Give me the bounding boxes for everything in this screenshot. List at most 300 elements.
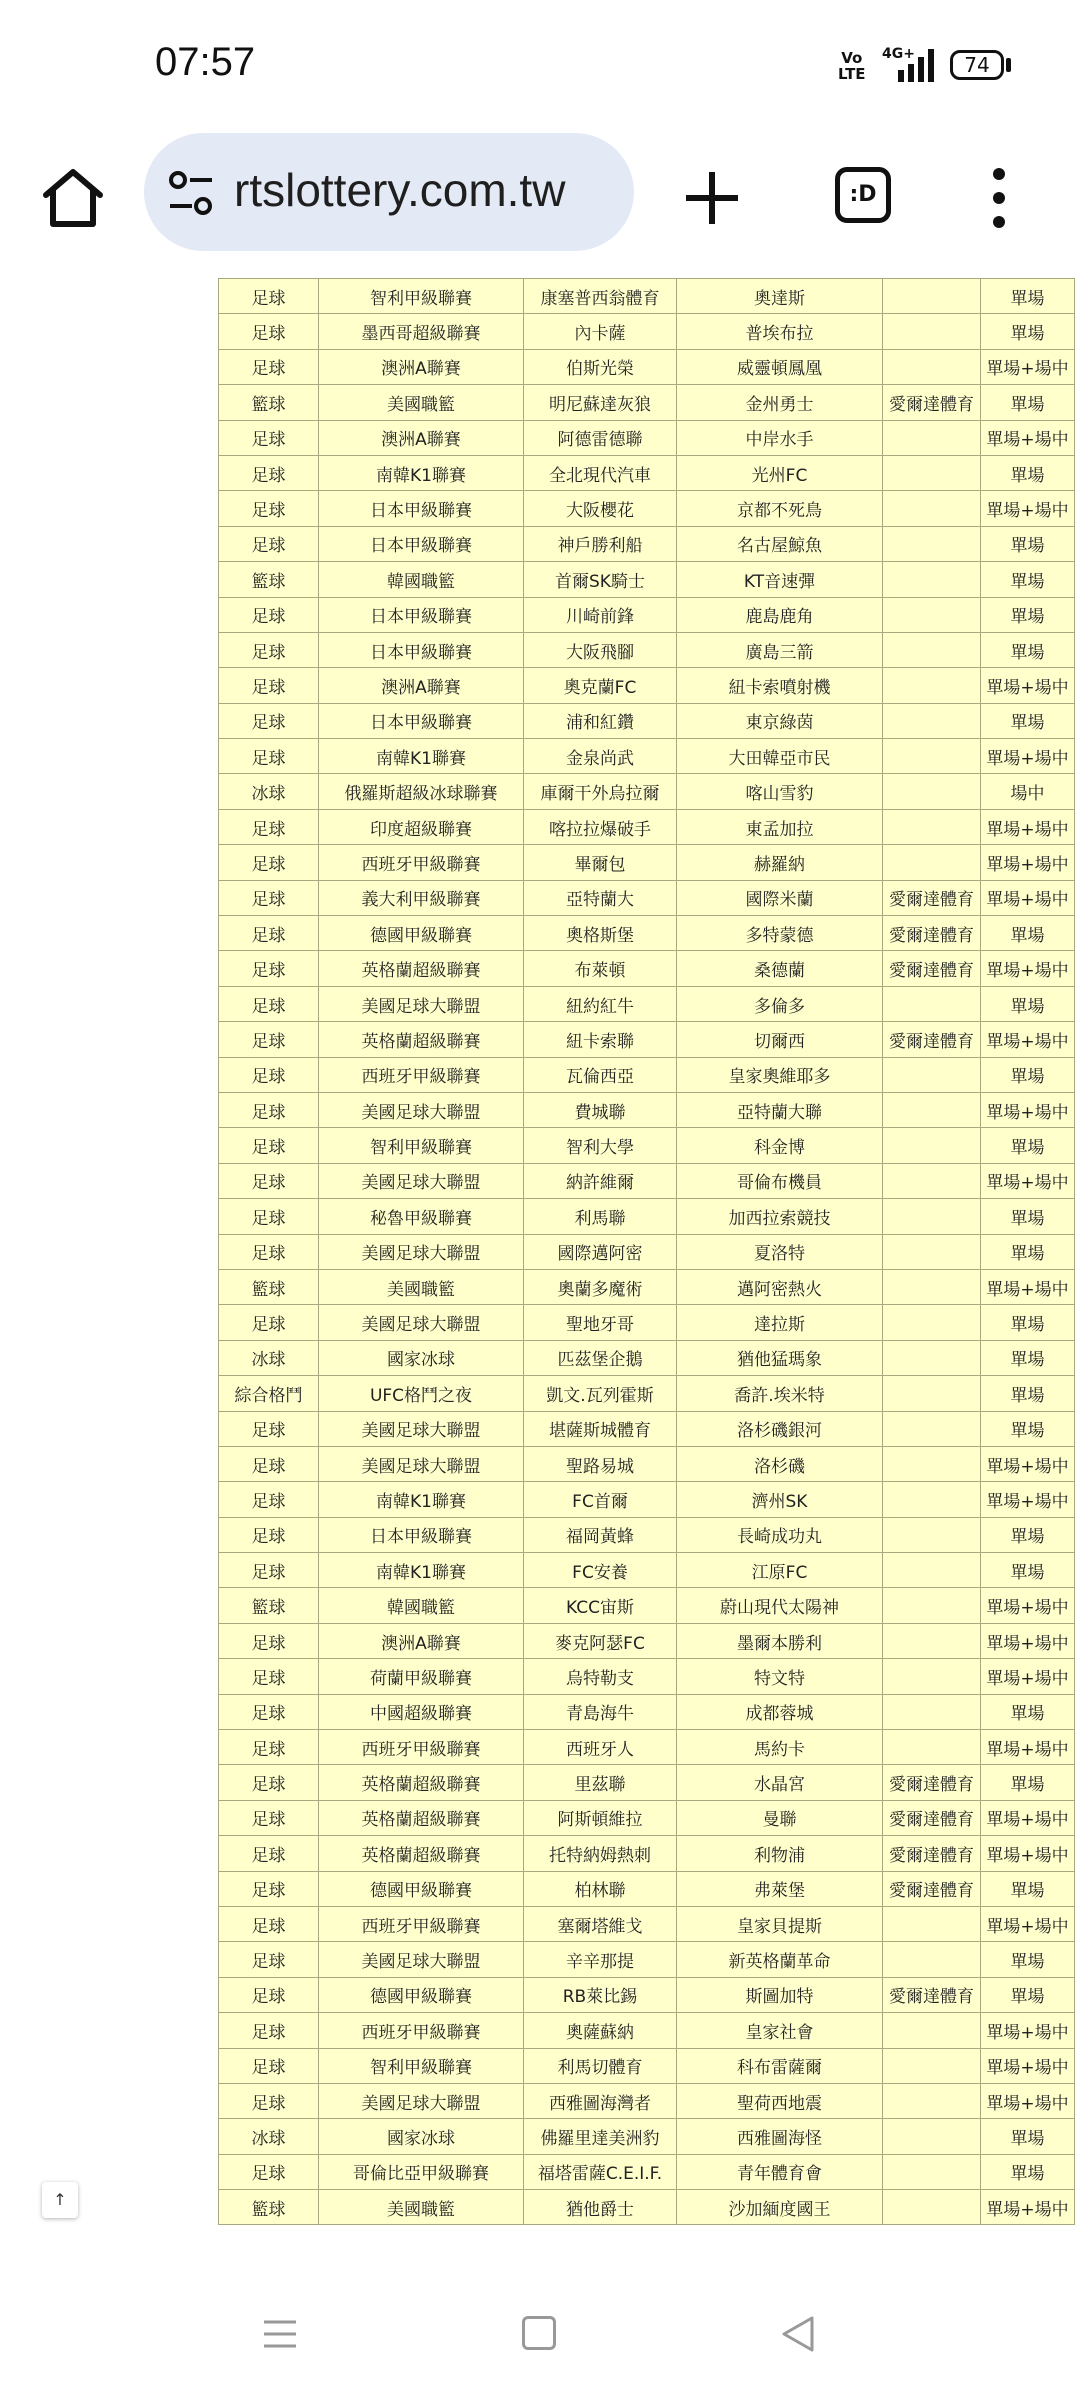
- bet-type-cell: 單場: [981, 1942, 1075, 1977]
- league-cell: 澳洲A聯賽: [319, 1623, 524, 1658]
- home-team-cell: 青島海牛: [524, 1694, 677, 1729]
- sport-cell: 足球: [219, 703, 319, 738]
- away-team-cell: 喀山雪豹: [677, 774, 883, 809]
- broadcast-cell: [883, 1553, 981, 1588]
- bet-type-cell: 單場+場中: [981, 1482, 1075, 1517]
- home-team-cell: 塞爾塔維戈: [524, 1906, 677, 1941]
- away-team-cell: 成都蓉城: [677, 1694, 883, 1729]
- table-row: [219, 385, 1075, 420]
- bet-type-cell: 單場+場中: [981, 2190, 1075, 2225]
- bet-type-cell: 單場: [981, 562, 1075, 597]
- sport-cell: 足球: [219, 1906, 319, 1941]
- sport-cell: 足球: [219, 279, 319, 314]
- away-team-cell: 達拉斯: [677, 1305, 883, 1340]
- bet-type-cell: 單場: [981, 597, 1075, 632]
- table-row: [219, 1553, 1075, 1588]
- broadcast-cell: [883, 739, 981, 774]
- home-team-cell: 利馬切體育: [524, 2048, 677, 2083]
- bet-type-cell: 單場+場中: [981, 668, 1075, 703]
- away-team-cell: 邁阿密熱火: [677, 1269, 883, 1304]
- league-cell: 南韓K1聯賽: [319, 1482, 524, 1517]
- bet-type-cell: 單場: [981, 703, 1075, 738]
- table-row: [219, 1234, 1075, 1269]
- league-cell: 英格蘭超級聯賽: [319, 1800, 524, 1835]
- bet-type-cell: 單場: [981, 279, 1075, 314]
- league-cell: 德國甲級聯賽: [319, 916, 524, 951]
- league-cell: 美國足球大聯盟: [319, 1234, 524, 1269]
- home-team-cell: 凱文.瓦列霍斯: [524, 1376, 677, 1411]
- home-icon[interactable]: [40, 165, 106, 231]
- home-team-cell: 聖路易城: [524, 1446, 677, 1481]
- sport-cell: 冰球: [219, 774, 319, 809]
- league-cell: 南韓K1聯賽: [319, 739, 524, 774]
- sport-cell: 足球: [219, 2013, 319, 2048]
- site-settings-icon[interactable]: [166, 168, 216, 218]
- sport-cell: 足球: [219, 1411, 319, 1446]
- sport-cell: 籃球: [219, 562, 319, 597]
- sport-cell: 足球: [219, 1800, 319, 1835]
- table-row: [219, 597, 1075, 632]
- bet-type-cell: 單場: [981, 1234, 1075, 1269]
- league-cell: 英格蘭超級聯賽: [319, 951, 524, 986]
- table-row: [219, 349, 1075, 384]
- home-team-cell: RB萊比錫: [524, 1977, 677, 2012]
- table-row: [219, 526, 1075, 561]
- bet-type-cell: 單場: [981, 1376, 1075, 1411]
- sport-cell: 足球: [219, 632, 319, 667]
- home-team-cell: 首爾SK騎士: [524, 562, 677, 597]
- status-bar: [0, 0, 1080, 130]
- table-row: [219, 420, 1075, 455]
- league-cell: 韓國職籃: [319, 1588, 524, 1623]
- sport-cell: 足球: [219, 1836, 319, 1871]
- away-team-cell: 多特蒙德: [677, 916, 883, 951]
- broadcast-cell: [883, 1092, 981, 1127]
- games-table-body: [219, 279, 1075, 2225]
- sport-cell: 足球: [219, 1871, 319, 1906]
- sport-cell: 籃球: [219, 1269, 319, 1304]
- league-cell: 日本甲級聯賽: [319, 597, 524, 632]
- league-cell: 印度超級聯賽: [319, 809, 524, 844]
- network-type-label: 4G+: [882, 46, 915, 62]
- home-team-cell: 奧蘭多魔術: [524, 1269, 677, 1304]
- away-team-cell: 特文特: [677, 1659, 883, 1694]
- broadcast-cell: [883, 2190, 981, 2225]
- league-cell: 澳洲A聯賽: [319, 349, 524, 384]
- broadcast-cell: [883, 774, 981, 809]
- league-cell: 英格蘭超級聯賽: [319, 1022, 524, 1057]
- league-cell: 澳洲A聯賽: [319, 420, 524, 455]
- new-tab-icon[interactable]: [680, 166, 744, 230]
- table-row: [219, 951, 1075, 986]
- away-team-cell: 洛杉磯: [677, 1446, 883, 1481]
- away-team-cell: 東京綠茵: [677, 703, 883, 738]
- league-cell: 美國職籃: [319, 385, 524, 420]
- home-team-cell: 浦和紅鑽: [524, 703, 677, 738]
- bet-type-cell: 單場: [981, 916, 1075, 951]
- table-row: [219, 809, 1075, 844]
- broadcast-cell: 愛爾達體育: [883, 1800, 981, 1835]
- league-cell: 美國足球大聯盟: [319, 1942, 524, 1977]
- broadcast-cell: 愛爾達體育: [883, 1765, 981, 1800]
- away-team-cell: 亞特蘭大聯: [677, 1092, 883, 1127]
- away-team-cell: 哥倫布機員: [677, 1163, 883, 1198]
- sport-cell: 綜合格鬥: [219, 1376, 319, 1411]
- broadcast-cell: [883, 703, 981, 738]
- sport-cell: 足球: [219, 951, 319, 986]
- home-team-cell: 托特納姆熱刺: [524, 1836, 677, 1871]
- table-row: [219, 1340, 1075, 1375]
- league-cell: 美國足球大聯盟: [319, 1163, 524, 1198]
- home-team-cell: 國際邁阿密: [524, 1234, 677, 1269]
- home-team-cell: 西班牙人: [524, 1730, 677, 1765]
- away-team-cell: 奧達斯: [677, 279, 883, 314]
- league-cell: 中國超級聯賽: [319, 1694, 524, 1729]
- broadcast-cell: [883, 1057, 981, 1092]
- table-row: [219, 1092, 1075, 1127]
- table-row: [219, 1482, 1075, 1517]
- league-cell: 日本甲級聯賽: [319, 491, 524, 526]
- table-row: [219, 1730, 1075, 1765]
- system-nav-bar: [0, 2268, 1080, 2400]
- bet-type-cell: 單場+場中: [981, 1163, 1075, 1198]
- table-row: [219, 1977, 1075, 2012]
- signal-icon: [880, 44, 940, 84]
- sport-cell: 足球: [219, 1022, 319, 1057]
- away-team-cell: 科布雷薩爾: [677, 2048, 883, 2083]
- home-team-cell: 匹茲堡企鵝: [524, 1340, 677, 1375]
- home-team-cell: 猶他爵士: [524, 2190, 677, 2225]
- home-team-cell: 堪薩斯城體育: [524, 1411, 677, 1446]
- table-row: [219, 2154, 1075, 2189]
- bet-type-cell: 單場: [981, 1411, 1075, 1446]
- home-team-cell: 奧克蘭FC: [524, 668, 677, 703]
- league-cell: 國家冰球: [319, 1340, 524, 1375]
- battery-tip: [1006, 58, 1011, 72]
- sport-cell: 足球: [219, 491, 319, 526]
- away-team-cell: 皇家社會: [677, 2013, 883, 2048]
- home-team-cell: 亞特蘭大: [524, 880, 677, 915]
- table-row: [219, 491, 1075, 526]
- battery-icon: 74: [950, 50, 1004, 80]
- table-row: [219, 1765, 1075, 1800]
- table-row: [219, 2190, 1075, 2225]
- bet-type-cell: 單場: [981, 1517, 1075, 1552]
- away-team-cell: 紐卡索噴射機: [677, 668, 883, 703]
- sport-cell: 足球: [219, 1092, 319, 1127]
- league-cell: 國家冰球: [319, 2119, 524, 2154]
- broadcast-cell: [883, 491, 981, 526]
- home-team-cell: 費城聯: [524, 1092, 677, 1127]
- home-team-cell: 內卡薩: [524, 314, 677, 349]
- bet-type-cell: 單場: [981, 1340, 1075, 1375]
- home-team-cell: 智利大學: [524, 1128, 677, 1163]
- bet-type-cell: 單場+場中: [981, 1800, 1075, 1835]
- bet-type-cell: 單場+場中: [981, 1022, 1075, 1057]
- league-cell: 韓國職籃: [319, 562, 524, 597]
- league-cell: 南韓K1聯賽: [319, 1553, 524, 1588]
- home-team-cell: 奧薩蘇納: [524, 2013, 677, 2048]
- broadcast-cell: [883, 1694, 981, 1729]
- table-row: [219, 562, 1075, 597]
- bet-type-cell: 單場: [981, 2154, 1075, 2189]
- sport-cell: 足球: [219, 739, 319, 774]
- away-team-cell: 西雅圖海怪: [677, 2119, 883, 2154]
- sport-cell: 足球: [219, 1765, 319, 1800]
- broadcast-cell: [883, 455, 981, 490]
- bet-type-cell: 單場: [981, 1128, 1075, 1163]
- sport-cell: 足球: [219, 1128, 319, 1163]
- away-team-cell: 江原FC: [677, 1553, 883, 1588]
- home-team-cell: 喀拉拉爆破手: [524, 809, 677, 844]
- page-content[interactable]: [0, 278, 1080, 2268]
- url-text[interactable]: rtslottery.com.tw: [234, 164, 566, 216]
- broadcast-cell: [883, 420, 981, 455]
- bet-type-cell: 單場+場中: [981, 1269, 1075, 1304]
- broadcast-cell: [883, 1482, 981, 1517]
- bet-type-cell: 單場+場中: [981, 845, 1075, 880]
- league-cell: 哥倫比亞甲級聯賽: [319, 2154, 524, 2189]
- sport-cell: 足球: [219, 2083, 319, 2118]
- away-team-cell: 大田韓亞市民: [677, 739, 883, 774]
- home-team-cell: 紐約紅牛: [524, 986, 677, 1021]
- table-row: [219, 1199, 1075, 1234]
- broadcast-cell: [883, 809, 981, 844]
- bet-type-cell: 單場+場中: [981, 951, 1075, 986]
- league-cell: 德國甲級聯賽: [319, 1871, 524, 1906]
- bet-type-cell: 場中: [981, 774, 1075, 809]
- away-team-cell: 利物浦: [677, 1836, 883, 1871]
- league-cell: 西班牙甲級聯賽: [319, 1730, 524, 1765]
- sport-cell: 足球: [219, 1659, 319, 1694]
- away-team-cell: 普埃布拉: [677, 314, 883, 349]
- sport-cell: 足球: [219, 1694, 319, 1729]
- home-team-cell: FC首爾: [524, 1482, 677, 1517]
- away-team-cell: 皇家貝提斯: [677, 1906, 883, 1941]
- sport-cell: 足球: [219, 597, 319, 632]
- league-cell: 俄羅斯超級冰球聯賽: [319, 774, 524, 809]
- broadcast-cell: 愛爾達體育: [883, 880, 981, 915]
- broadcast-cell: 愛爾達體育: [883, 385, 981, 420]
- table-row: [219, 1376, 1075, 1411]
- away-team-cell: 斯圖加特: [677, 1977, 883, 2012]
- broadcast-cell: [883, 1411, 981, 1446]
- away-team-cell: 蔚山現代太陽神: [677, 1588, 883, 1623]
- away-team-cell: 中岸水手: [677, 420, 883, 455]
- home-team-cell: 福岡黃蜂: [524, 1517, 677, 1552]
- broadcast-cell: [883, 1906, 981, 1941]
- bet-type-cell: 單場: [981, 1977, 1075, 2012]
- home-team-cell: 辛辛那提: [524, 1942, 677, 1977]
- away-team-cell: 新英格蘭革命: [677, 1942, 883, 1977]
- away-team-cell: 東孟加拉: [677, 809, 883, 844]
- bet-type-cell: 單場+場中: [981, 491, 1075, 526]
- away-team-cell: KT音速彈: [677, 562, 883, 597]
- bet-type-cell: 單場: [981, 2119, 1075, 2154]
- sport-cell: 足球: [219, 2048, 319, 2083]
- broadcast-cell: [883, 986, 981, 1021]
- broadcast-cell: [883, 2154, 981, 2189]
- sport-cell: 冰球: [219, 2119, 319, 2154]
- broadcast-cell: [883, 668, 981, 703]
- bet-type-cell: 單場+場中: [981, 809, 1075, 844]
- away-team-cell: 曼聯: [677, 1800, 883, 1835]
- table-row: [219, 1269, 1075, 1304]
- table-row: [219, 1659, 1075, 1694]
- sport-cell: 足球: [219, 526, 319, 561]
- broadcast-cell: [883, 1376, 981, 1411]
- broadcast-cell: [883, 845, 981, 880]
- home-team-cell: 烏特勒支: [524, 1659, 677, 1694]
- recent-apps-icon[interactable]: [262, 2318, 298, 2350]
- sport-cell: 足球: [219, 668, 319, 703]
- away-team-cell: 桑德蘭: [677, 951, 883, 986]
- league-cell: 義大利甲級聯賽: [319, 880, 524, 915]
- broadcast-cell: [883, 314, 981, 349]
- broadcast-cell: [883, 526, 981, 561]
- table-row: [219, 668, 1075, 703]
- home-team-cell: 庫爾干外烏拉爾: [524, 774, 677, 809]
- league-cell: 荷蘭甲級聯賽: [319, 1659, 524, 1694]
- bet-type-cell: 單場: [981, 385, 1075, 420]
- league-cell: 墨西哥超級聯賽: [319, 314, 524, 349]
- away-team-cell: 切爾西: [677, 1022, 883, 1057]
- scroll-top-button[interactable]: ↑: [42, 2182, 78, 2218]
- sport-cell: 足球: [219, 455, 319, 490]
- league-cell: 秘魯甲級聯賽: [319, 1199, 524, 1234]
- home-team-cell: 里茲聯: [524, 1765, 677, 1800]
- table-row: [219, 703, 1075, 738]
- home-team-cell: 西雅圖海灣者: [524, 2083, 677, 2118]
- broadcast-cell: [883, 1623, 981, 1658]
- home-team-cell: 全北現代汽車: [524, 455, 677, 490]
- bet-type-cell: 單場: [981, 1765, 1075, 1800]
- sport-cell: 足球: [219, 1199, 319, 1234]
- sport-cell: 足球: [219, 420, 319, 455]
- more-menu-icon[interactable]: [984, 166, 1014, 230]
- sport-cell: 足球: [219, 314, 319, 349]
- table-row: [219, 1588, 1075, 1623]
- league-cell: 德國甲級聯賽: [319, 1977, 524, 2012]
- league-cell: UFC格鬥之夜: [319, 1376, 524, 1411]
- away-team-cell: 猶他猛瑪象: [677, 1340, 883, 1375]
- bet-type-cell: 單場+場中: [981, 2048, 1075, 2083]
- league-cell: 美國足球大聯盟: [319, 1411, 524, 1446]
- table-row: [219, 1800, 1075, 1835]
- games-table: [218, 278, 1075, 2225]
- league-cell: 西班牙甲級聯賽: [319, 845, 524, 880]
- broadcast-cell: [883, 1517, 981, 1552]
- away-team-cell: 威靈頓鳳凰: [677, 349, 883, 384]
- sport-cell: 足球: [219, 1730, 319, 1765]
- table-row: [219, 455, 1075, 490]
- league-cell: 智利甲級聯賽: [319, 1128, 524, 1163]
- broadcast-cell: [883, 1199, 981, 1234]
- table-row: [219, 279, 1075, 314]
- home-team-cell: 利馬聯: [524, 1199, 677, 1234]
- table-row: [219, 1128, 1075, 1163]
- sport-cell: 足球: [219, 1623, 319, 1658]
- home-team-cell: 明尼蘇達灰狼: [524, 385, 677, 420]
- home-team-cell: 川崎前鋒: [524, 597, 677, 632]
- sport-cell: 籃球: [219, 2190, 319, 2225]
- sport-cell: 足球: [219, 1163, 319, 1198]
- broadcast-cell: [883, 1163, 981, 1198]
- status-time: 07:57: [155, 40, 256, 84]
- away-team-cell: 夏洛特: [677, 1234, 883, 1269]
- nav-home-icon[interactable]: [522, 2316, 556, 2350]
- home-team-cell: 麥克阿瑟FC: [524, 1623, 677, 1658]
- bet-type-cell: 單場: [981, 455, 1075, 490]
- bet-type-cell: 單場+場中: [981, 2083, 1075, 2118]
- table-row: [219, 1623, 1075, 1658]
- league-cell: 西班牙甲級聯賽: [319, 2013, 524, 2048]
- sport-cell: 足球: [219, 1305, 319, 1340]
- away-team-cell: 喬許.埃米特: [677, 1376, 883, 1411]
- sport-cell: 足球: [219, 1517, 319, 1552]
- table-row: [219, 1517, 1075, 1552]
- sport-cell: 足球: [219, 1482, 319, 1517]
- home-team-cell: 康塞普西翁體育: [524, 279, 677, 314]
- home-team-cell: 伯斯光榮: [524, 349, 677, 384]
- broadcast-cell: 愛爾達體育: [883, 916, 981, 951]
- away-team-cell: 赫羅納: [677, 845, 883, 880]
- league-cell: 英格蘭超級聯賽: [319, 1765, 524, 1800]
- away-team-cell: 皇家奧維耶多: [677, 1057, 883, 1092]
- away-team-cell: 墨爾本勝利: [677, 1623, 883, 1658]
- volte-icon: Vo LTE: [838, 49, 866, 83]
- home-team-cell: 神戶勝利船: [524, 526, 677, 561]
- league-cell: 美國足球大聯盟: [319, 986, 524, 1021]
- bet-type-cell: 單場+場中: [981, 1659, 1075, 1694]
- league-cell: 日本甲級聯賽: [319, 703, 524, 738]
- bet-type-cell: 單場: [981, 1694, 1075, 1729]
- broadcast-cell: 愛爾達體育: [883, 1836, 981, 1871]
- away-team-cell: 馬約卡: [677, 1730, 883, 1765]
- table-row: [219, 2119, 1075, 2154]
- sport-cell: 籃球: [219, 385, 319, 420]
- bet-type-cell: 單場+場中: [981, 1092, 1075, 1127]
- sport-cell: 足球: [219, 1446, 319, 1481]
- sport-cell: 足球: [219, 1234, 319, 1269]
- back-icon[interactable]: [780, 2314, 816, 2354]
- tab-switcher-button[interactable]: :D: [835, 167, 891, 223]
- broadcast-cell: [883, 1730, 981, 1765]
- league-cell: 智利甲級聯賽: [319, 279, 524, 314]
- league-cell: 美國足球大聯盟: [319, 1446, 524, 1481]
- table-row: [219, 916, 1075, 951]
- bet-type-cell: 單場+場中: [981, 1836, 1075, 1871]
- league-cell: 美國足球大聯盟: [319, 1305, 524, 1340]
- home-team-cell: 奧格斯堡: [524, 916, 677, 951]
- home-team-cell: 阿德雷德聯: [524, 420, 677, 455]
- away-team-cell: 弗萊堡: [677, 1871, 883, 1906]
- away-team-cell: 科金博: [677, 1128, 883, 1163]
- broadcast-cell: [883, 562, 981, 597]
- league-cell: 美國職籃: [319, 2190, 524, 2225]
- sport-cell: 足球: [219, 880, 319, 915]
- bet-type-cell: 單場+場中: [981, 420, 1075, 455]
- home-team-cell: 阿斯頓維拉: [524, 1800, 677, 1835]
- league-cell: 美國職籃: [319, 1269, 524, 1304]
- home-team-cell: 福塔雷薩C.E.I.F.: [524, 2154, 677, 2189]
- bet-type-cell: 單場: [981, 314, 1075, 349]
- table-row: [219, 739, 1075, 774]
- broadcast-cell: 愛爾達體育: [883, 1977, 981, 2012]
- league-cell: 日本甲級聯賽: [319, 526, 524, 561]
- broadcast-cell: [883, 349, 981, 384]
- address-bar[interactable]: [144, 133, 634, 251]
